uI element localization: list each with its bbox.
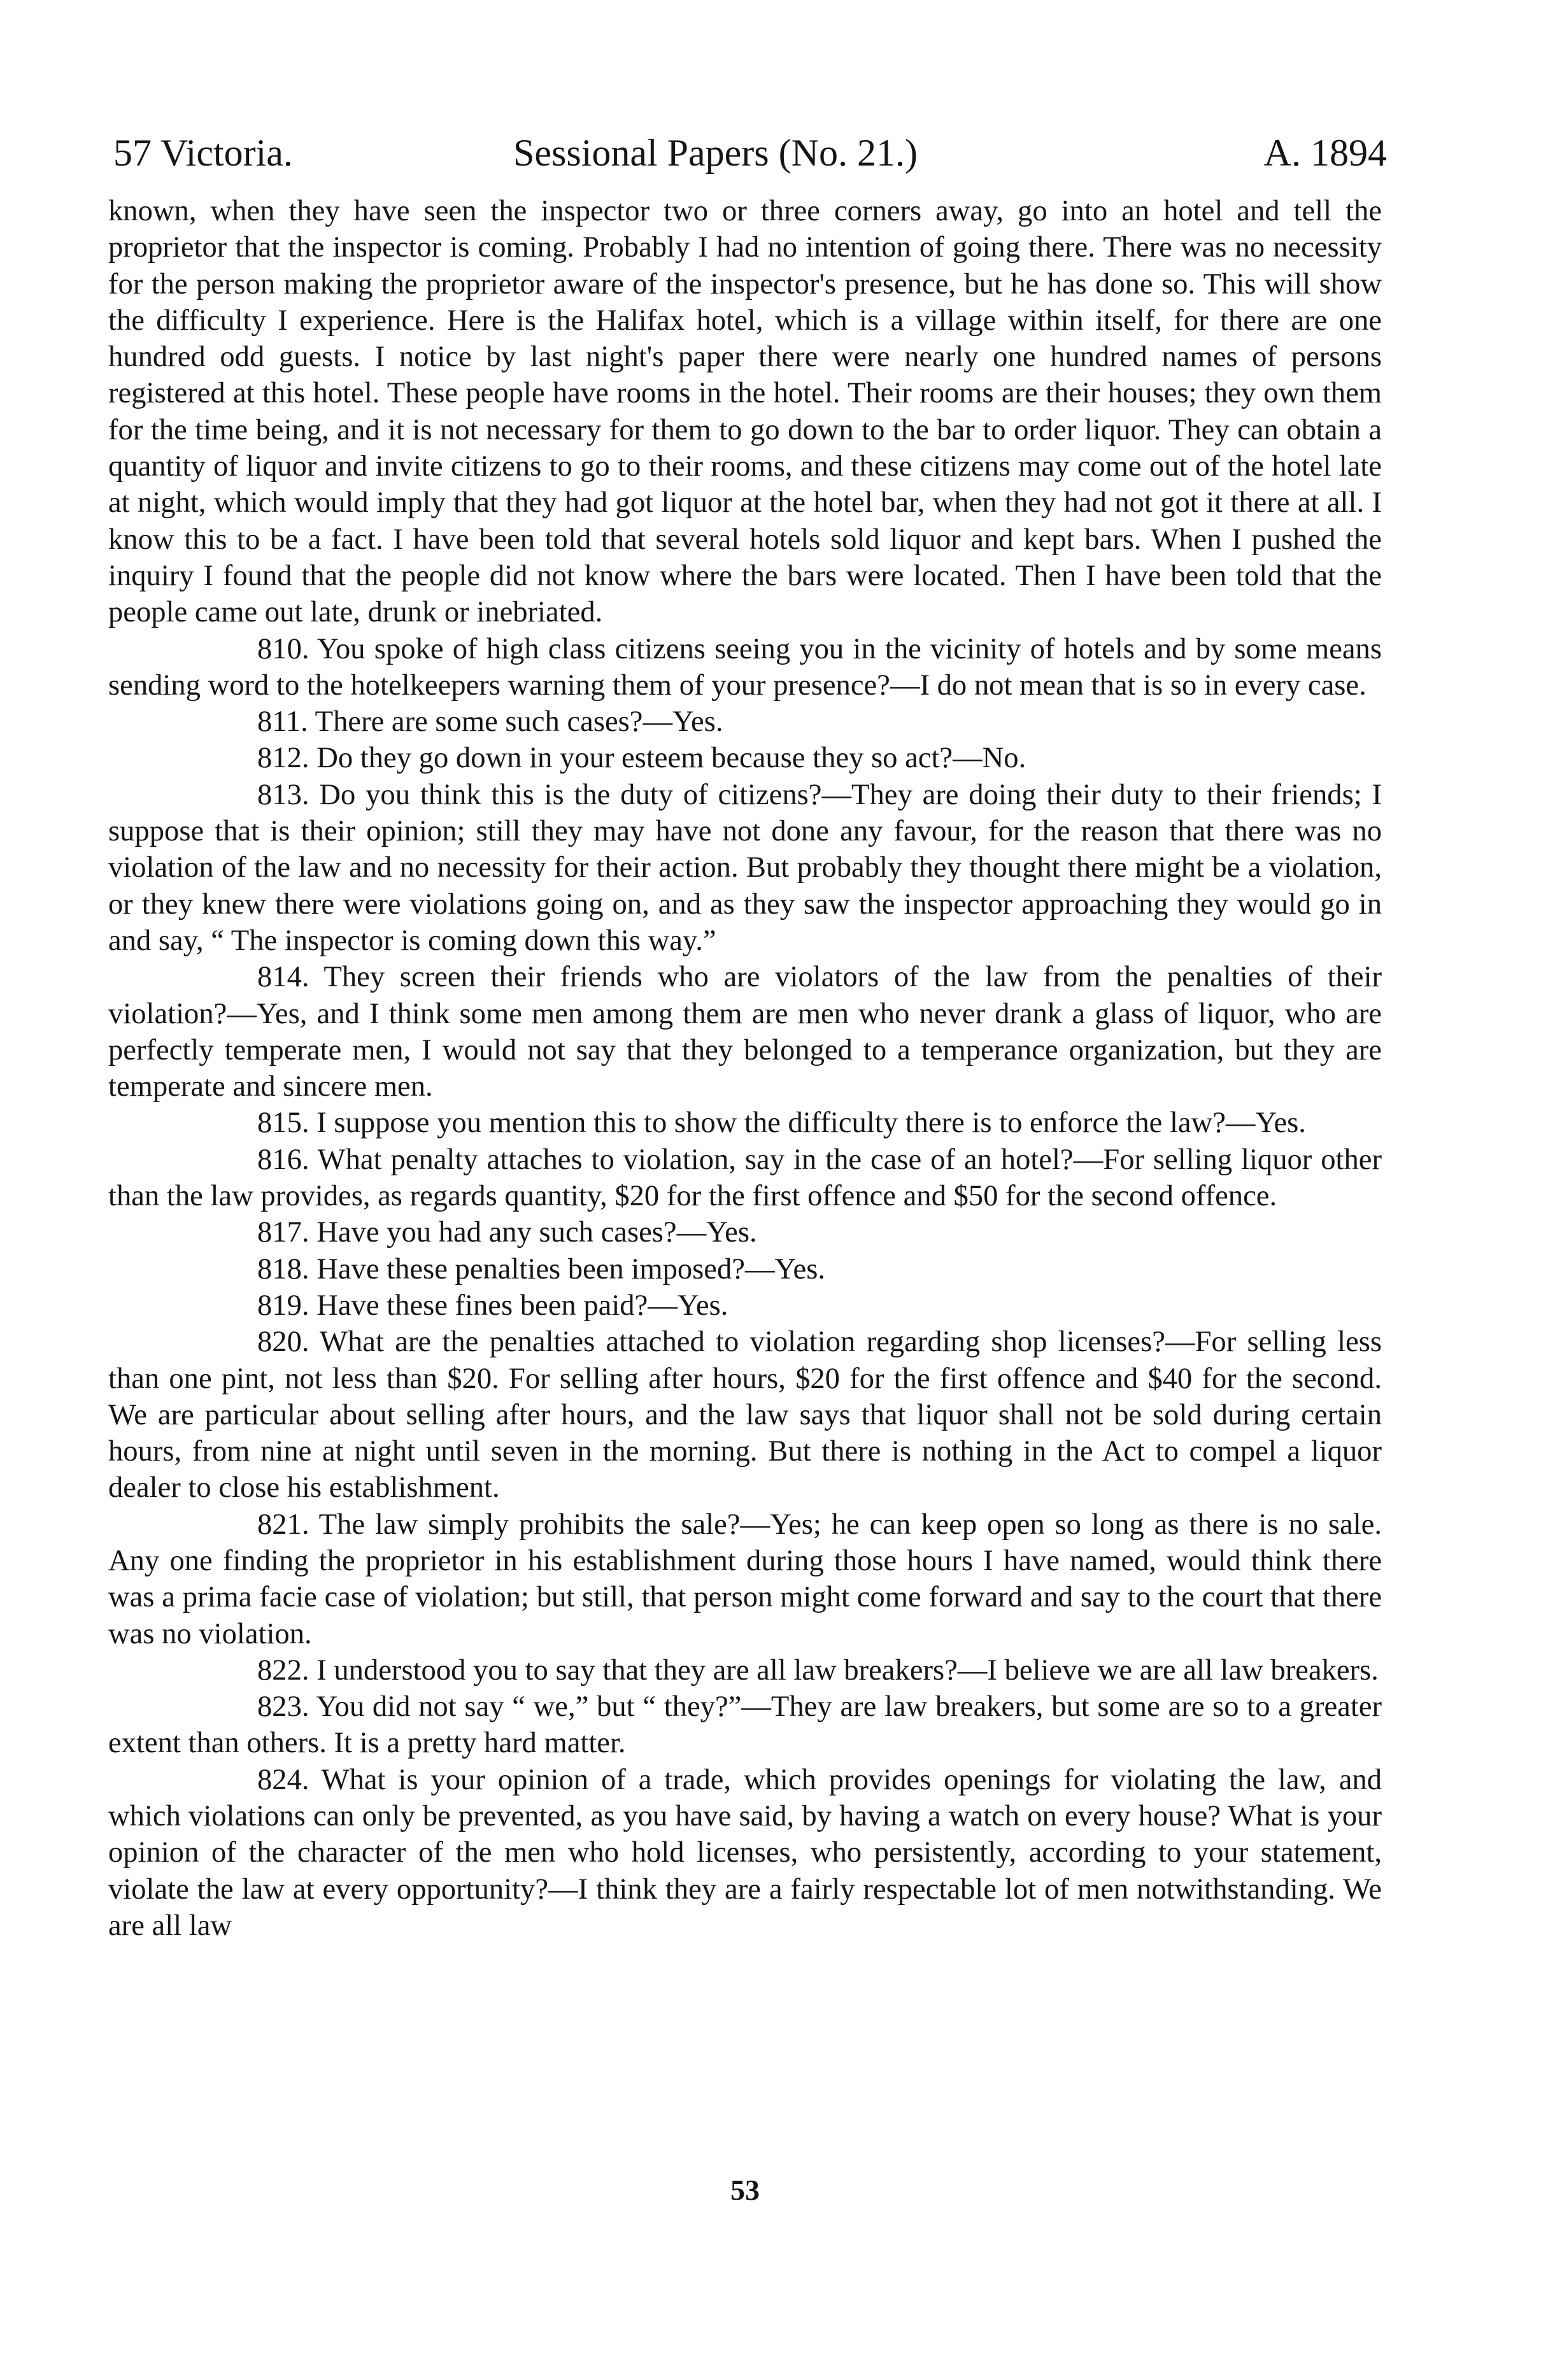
paragraph-continuation: known, when they have seen the inspector two or three corners away, go into an hotel and tell the proprietor that the inspector is coming. Probably I had no intention of going there. There was no necessity for the person making the proprietor aware of the inspector's presence, but he has done so. This will show the difficulty I experience. Here is the Halifax hotel, which is a village within itself, for there are one hundred odd guests. I notice by last night's paper there were nearly one hundred names of persons registered at this hotel. These people have rooms in the hotel. Their rooms are their houses; they own them for the time being, and it is not necessary for them to go down to the bar to order liquor. They can obtain a quantity of liquor and invite citizens to go to their rooms, and these citizens may come out of the hotel late at night, which would imply that they had got liquor at the hotel bar, when they had not got it there at all. I know this to be a fact. I have been told that several hotels sold liquor and kept bars. When I pushed the inquiry I found that the people did not know where the bars were located. Then I have been told that the people came out late, drunk or inebriated. (108, 194, 1382, 629)
document-page (108, 118, 1387, 2283)
question-816: 816. What penalty attaches to violation, say in the case of an hotel?—For selling liquor other than the law provides, as regards quantity, $20 for the first offence and $50 for the second offence. (108, 1142, 1382, 1213)
question-823: 823. You did not say “ we,” but “ they?”—They are law breakers, but some are so to a greater extent than others. It is a pretty hard matter. (108, 1690, 1382, 1760)
header-center: Sessional Papers (No. 21.) (513, 132, 918, 174)
page-number: 53 (730, 2174, 760, 2206)
question-814: 814. They screen their friends who are violators of the law from the penalties of their violation?—Yes, and I think some men among them are men who never drank a glass of liquor, who are perfectly temperate men, I would not say that they belonged to a temperance organization, but they are temperate and sincere men. (108, 960, 1382, 1103)
question-810: 810. You spoke of high class citizens seeing you in the vicinity of hotels and by some means sending word to the hotelkeepers warning them of your presence?—I do not mean that is so in every case. (108, 632, 1382, 702)
question-812: 812. Do they go down in your esteem because they so act?—No. (257, 741, 1026, 775)
question-818: 818. Have these penalties been imposed?—Yes. (257, 1252, 825, 1286)
question-815: 815. I suppose you mention this to show the difficulty there is to enforce the law?—Yes. (257, 1106, 1306, 1140)
question-822: 822. I understood you to say that they are all law breakers?—I believe we are all law breakers. (257, 1653, 1379, 1687)
question-819: 819. Have these fines been paid?—Yes. (257, 1288, 728, 1322)
body-text (108, 193, 1382, 1944)
question-813: 813. Do you think this is the duty of citizens?—They are doing their duty to their friends; I suppose that is their opinion; still they may have not done any favour, for the reason that there was no violation of the law and no necessity for their action. But probably they thought there might be a violation, or they knew there were violations going on, and as they saw the inspector approaching they would go in and say, “ The inspector is coming down this way.” (108, 777, 1382, 957)
running-header (108, 118, 1387, 188)
question-821: 821. The law simply prohibits the sale?—Yes; he can keep open so long as there is no sale. Any one finding the proprietor in his establishment during those hours I have named, would think there was a prima facie case of violation; but still, that person might come forward and say to the court that there was no violation. (108, 1507, 1382, 1650)
question-811: 811. There are some such cases?—Yes. (257, 705, 723, 739)
question-817: 817. Have you had any such cases?—Yes. (257, 1215, 757, 1249)
question-824: 824. What is your opinion of a trade, which provides openings for violating the law, and which violations can only be prevented, as you have said, by having a watch on every house? What is your opinion of the character of the men who hold licenses, who persistently, according to your statement, violate the law at every opportunity?—I think they are a fairly respectable lot of men notwithstanding. We are all law (108, 1762, 1382, 1942)
header-right: A. 1894 (1263, 132, 1387, 174)
question-820: 820. What are the penalties attached to violation regarding shop licenses?—For selling less than one pint, not less than $20. For selling after hours, $20 for the first offence and $40 for the second. We are particular about selling after hours, and the law says that liquor shall not be sold during certain hours, from nine at night until seven in the morning. But there is nothing in the Act to compel a liquor dealer to close his establishment. (108, 1325, 1382, 1505)
header-left: 57 Victoria. (113, 132, 293, 174)
